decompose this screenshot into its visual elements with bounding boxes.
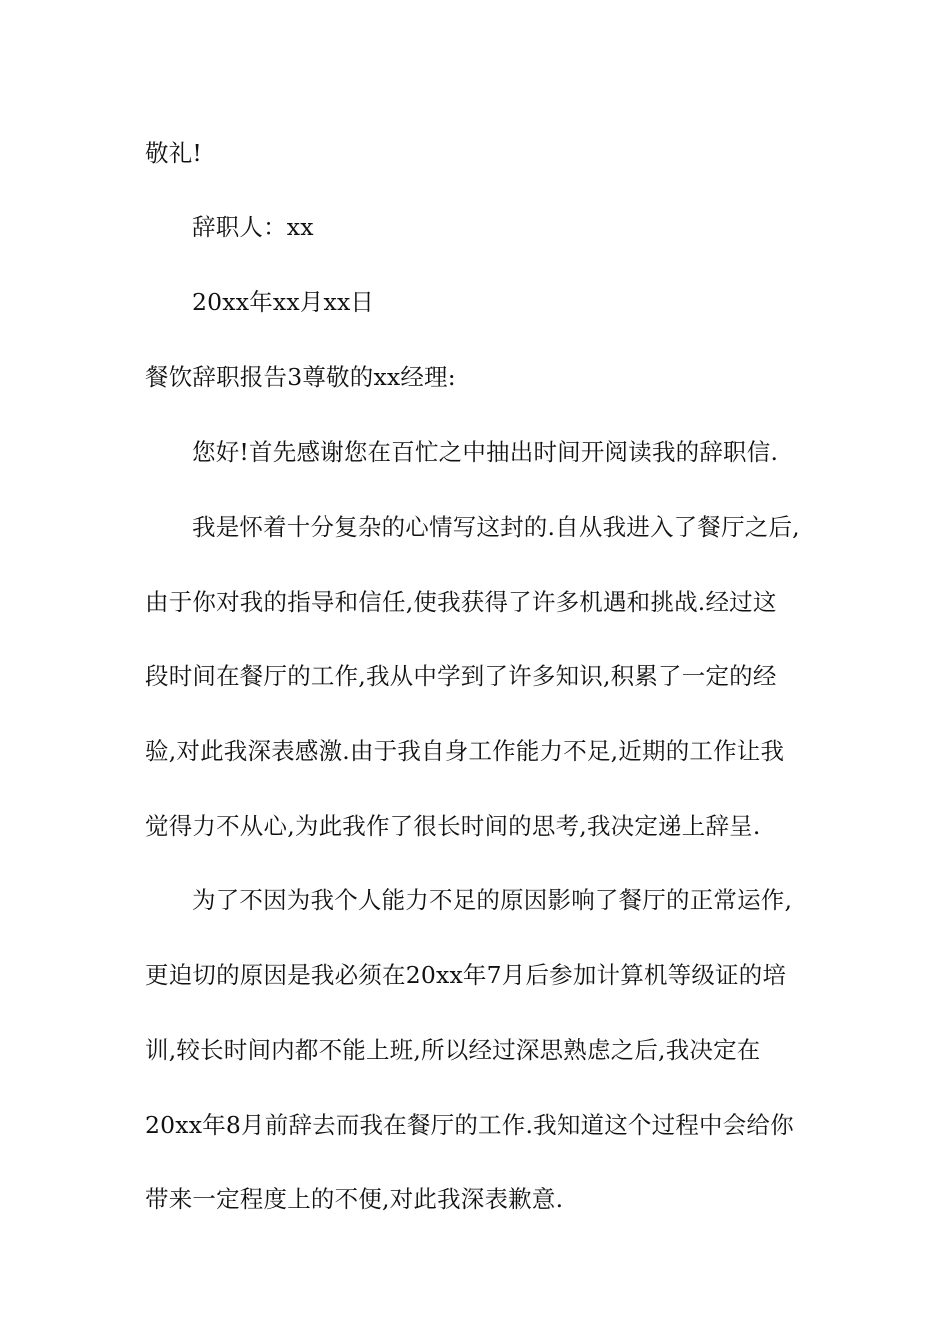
paragraph-line: 20xx年8月前辞去而我在餐厅的工作.我知道这个过程中会给你 — [145, 1111, 794, 1139]
report-heading-greeting: 餐饮辞职报告3尊敬的xx经理: — [145, 363, 456, 391]
paragraph-line: 觉得力不从心,为此我作了很长时间的思考,我决定递上辞呈. — [145, 812, 761, 840]
paragraph-line: 段时间在餐厅的工作,我从中学到了许多知识,积累了一定的经 — [145, 662, 777, 690]
closing-salutation: 敬礼! — [145, 139, 203, 167]
paragraph-line: 训,较长时间内都不能上班,所以经过深思熟虑之后,我决定在 — [145, 1036, 761, 1064]
date-line: 20xx年xx月xx日 — [192, 288, 375, 316]
paragraph-line: 为了不因为我个人能力不足的原因影响了餐厅的正常运作, — [192, 886, 793, 914]
signature-line: 辞职人：xx — [192, 213, 314, 241]
paragraph-line: 由于你对我的指导和信任,使我获得了许多机遇和挑战.经过这 — [145, 588, 777, 616]
paragraph-line: 您好!首先感谢您在百忙之中抽出时间开阅读我的辞职信. — [192, 438, 779, 466]
paragraph-line: 带来一定程度上的不便,对此我深表歉意. — [145, 1185, 564, 1213]
paragraph-line: 验,对此我深表感激.由于我自身工作能力不足,近期的工作让我 — [145, 737, 785, 765]
paragraph-line: 我是怀着十分复杂的心情写这封的.自从我进入了餐厅之后, — [192, 513, 800, 541]
paragraph-line: 更迫切的原因是我必须在20xx年7月后参加计算机等级证的培 — [145, 961, 787, 989]
